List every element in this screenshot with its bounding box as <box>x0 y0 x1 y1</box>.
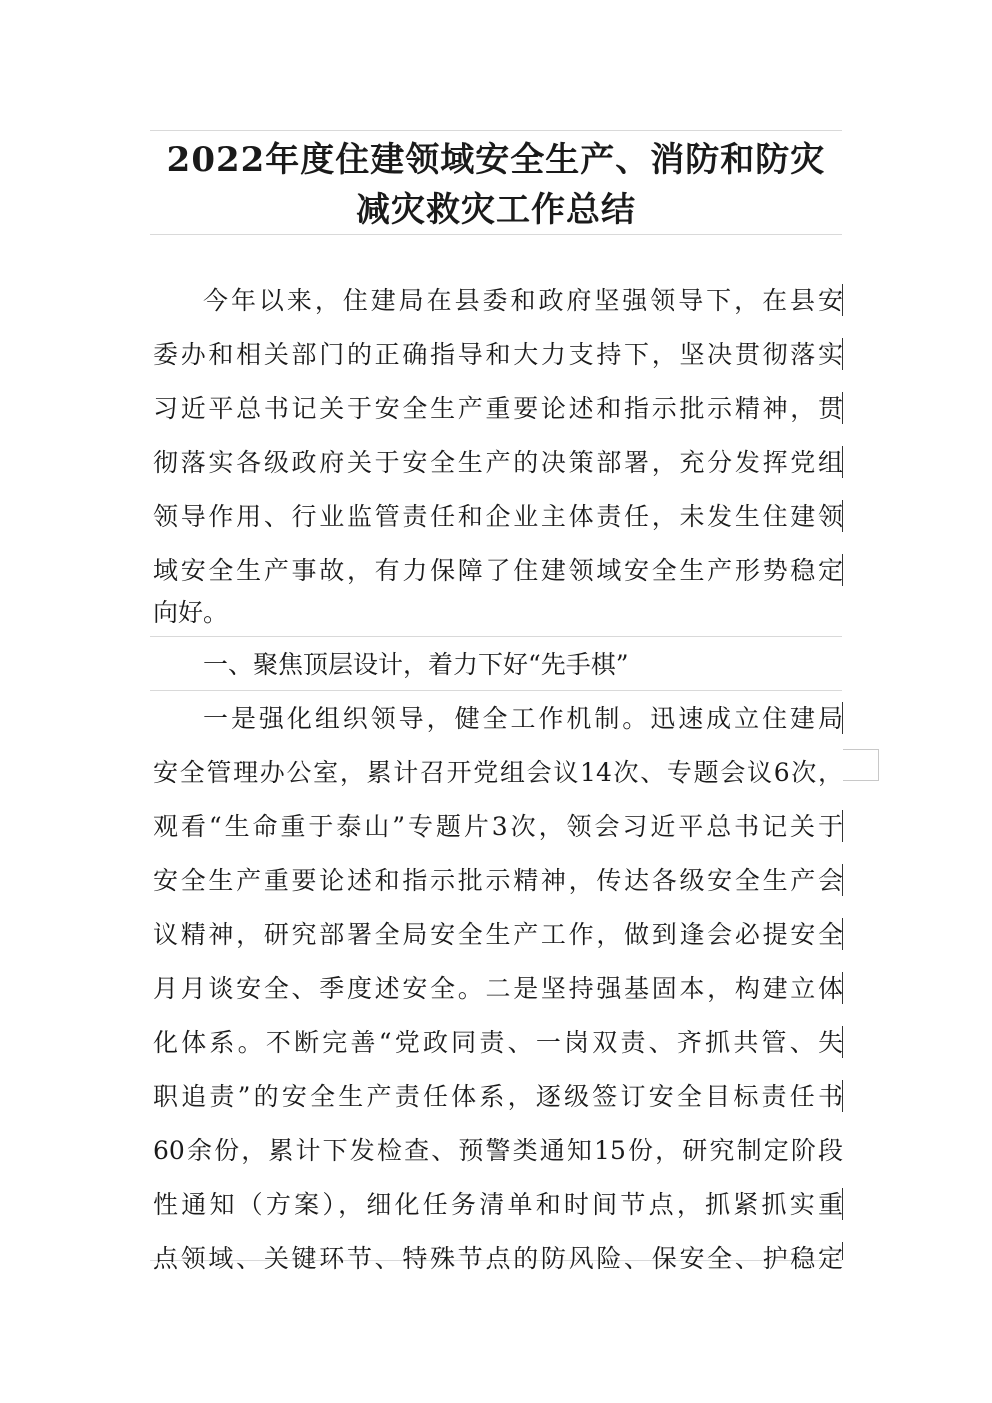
margin-marker <box>842 284 843 316</box>
paragraph-2-line: 性通知（方案），细化任务清单和时间节点，抓紧抓实重 <box>153 1190 843 1219</box>
paragraph-1-line: 习近平总书记关于安全生产重要论述和指示批示精神，贯 <box>153 394 843 423</box>
paragraph-1-line: 向好。 <box>153 598 229 627</box>
paragraph-1-line: 委办和相关部门的正确指导和大力支持下，坚决贯彻落实 <box>153 340 843 369</box>
paragraph-2-line: 议精神，研究部署全局安全生产工作，做到逢会必提安全 <box>153 920 843 949</box>
overflow-marker-box <box>843 749 879 781</box>
section-heading: 一、聚焦顶层设计，着力下好“先手棋” <box>203 650 629 679</box>
margin-marker <box>842 1026 843 1058</box>
paragraph-2-line: 60余份，累计下发检查、预警类通知15份，研究制定阶段 <box>153 1136 843 1165</box>
margin-marker <box>842 446 843 478</box>
paragraph-2-line: 职追责”的安全生产责任体系，逐级签订安全目标责任书 <box>153 1082 843 1111</box>
margin-marker <box>842 1188 843 1220</box>
margin-marker <box>842 702 843 734</box>
heading-divider <box>150 690 842 691</box>
document-title-line-2: 减灾救灾工作总结 <box>356 190 636 230</box>
paragraph-2-line: 观看“生命重于泰山”专题片3次，领会习近平总书记关于 <box>153 812 843 841</box>
top-divider <box>150 130 842 131</box>
margin-marker <box>842 972 843 1004</box>
margin-marker <box>842 500 843 532</box>
margin-marker <box>842 392 843 424</box>
paragraph-1-line: 彻落实各级政府关于安全生产的决策部署，充分发挥党组 <box>153 448 843 477</box>
paragraph-1-line: 今年以来，住建局在县委和政府坚强领导下，在县安 <box>203 286 843 315</box>
document-title-line-1: 2022年度住建领域安全生产、消防和防灾 <box>166 140 826 180</box>
margin-marker <box>842 1242 843 1260</box>
paragraph-1-line: 域安全生产事故，有力保障了住建领域安全生产形势稳定 <box>153 556 843 585</box>
paragraph-2-line: 化体系。不断完善“党政同责、一岗双责、齐抓共管、失 <box>153 1028 843 1057</box>
paragraph-2-line: 一是强化组织领导，健全工作机制。迅速成立住建局 <box>203 704 843 733</box>
paragraph-2-line: 点领域、关键环节、特殊节点的防风险、保安全、护稳定 <box>153 1244 843 1273</box>
paragraph-2-line: 安全生产重要论述和指示批示精神，传达各级安全生产会 <box>153 866 843 895</box>
margin-marker <box>842 1080 843 1112</box>
margin-marker <box>842 918 843 950</box>
margin-marker <box>842 810 843 842</box>
paragraph-1-line: 领导作用、行业监管责任和企业主体责任，未发生住建领 <box>153 502 843 531</box>
margin-marker <box>842 338 843 370</box>
paragraph-2-line: 月月谈安全、季度述安全。二是坚持强基固本，构建立体 <box>153 974 843 1003</box>
title-divider <box>150 234 842 235</box>
margin-marker <box>842 554 843 586</box>
paragraph-divider <box>150 636 842 637</box>
margin-marker <box>842 864 843 896</box>
paragraph-2-line: 安全管理办公室，累计召开党组会议14次、专题会议6次， <box>153 758 843 787</box>
